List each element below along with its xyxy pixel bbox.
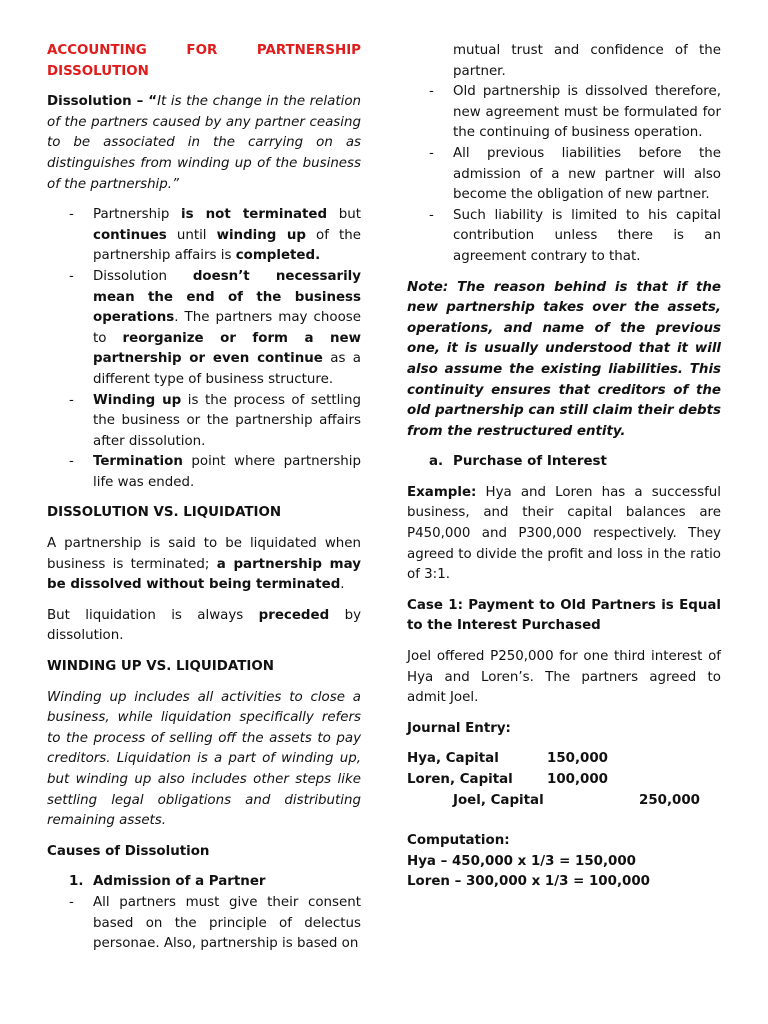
section-heading-dissolution-vs-liquidation: DISSOLUTION VS. LIQUIDATION <box>47 505 282 521</box>
computation-heading: Computation: <box>407 833 510 849</box>
computation-line: Hya – 450,000 x 1/3 = 150,000 <box>407 853 637 869</box>
journal-row: Loren, Capital 100,000 <box>407 772 608 787</box>
title-word-3: PARTNERSHIP <box>256 43 361 58</box>
section-heading-causes: Causes of Dissolution <box>47 843 210 859</box>
list-item: - All previous liabilities before the admission of a new partner will also become the obligation of new partner. <box>407 144 721 206</box>
list-item: - All partners must give their consent based on the principle of delectus personae. Also, partnership is based on <box>47 893 361 955</box>
dissolution-points-list <box>47 205 361 493</box>
liquidation-paragraph: A partnership is said to be liquidated when business is terminated; a partnership may be dissolved without being terminated. <box>47 536 361 593</box>
example-paragraph: Example: Hya and Loren has a successful business, and their capital balances are P450,000 and P300,000 respectively. They agreed to divide the profit and loss in the ratio of 3:1. <box>407 484 721 583</box>
sub-item-purchase-of-interest: a. Purchase of Interest <box>429 454 607 470</box>
list-item: - Winding up is the process of settling the business or the partnership affairs after dissolution. <box>47 391 361 453</box>
title-word-2: FOR <box>186 43 218 58</box>
cause-item-admission: 1. Admission of a Partner <box>69 874 266 890</box>
bullet1-continuation: mutual trust and confidence of the partner. <box>453 43 721 79</box>
definition-term: Dissolution – “ <box>47 94 158 110</box>
admission-bullets-start <box>47 893 361 955</box>
winding-up-paragraph: Winding up includes all activities to close a business, while liquidation specifically refers to the process of selling off the assets to pay creditors. Liquidation is a part of winding up, but winding up also includes other steps like settling legal obligations and distributing remaining assets. <box>47 689 361 829</box>
left-column <box>47 41 361 955</box>
note-paragraph: Note: The reason behind is that if the new partnership takes over the assets, operations, and name of the previous one, it is usually understood that it will also assume the existing liabilities. This continuity ensures that creditors of the old partnership can still claim their debts from the restructured entity. <box>407 279 721 439</box>
list-item: - Old partnership is dissolved therefore, new agreement must be formulated for the continuing of business operation. <box>407 82 721 144</box>
list-item: - Dissolution doesn’t necessarily mean the end of the business operations. The partners may choose to reorganize or form a new partnership or even continue as a different type of business structure. <box>47 267 361 391</box>
journal-entry-table <box>407 749 721 811</box>
document-title <box>47 41 361 82</box>
definition-text: It is the change in the relation of the partners caused by any partner ceasing to be associated in the carrying on as distinguishes from winding up of the business of the partnership.” <box>47 94 361 192</box>
journal-row: Joel, Capital 250,000 <box>453 792 700 808</box>
list-item <box>407 41 721 82</box>
journal-entry-heading: Journal Entry: <box>407 720 511 736</box>
section-heading-winding-up-vs-liquidation: WINDING UP VS. LIQUIDATION <box>47 659 274 675</box>
list-item: - Partnership is not terminated but continues until winding up of the partnership affairs is completed. <box>47 205 361 267</box>
list-item: - Termination point where partnership life was ended. <box>47 452 361 493</box>
title-line-2: DISSOLUTION <box>47 63 149 79</box>
computation-line: Loren – 300,000 x 1/3 = 100,000 <box>407 874 650 890</box>
admission-bullets-continued <box>407 41 721 268</box>
computation-block <box>407 831 721 893</box>
list-item: - Such liability is limited to his capital contribution unless there is an agreement contrary to that. <box>407 206 721 268</box>
journal-row: Hya, Capital 150,000 <box>407 751 608 767</box>
definition-paragraph <box>47 92 361 195</box>
right-column <box>407 41 721 893</box>
preceded-paragraph: But liquidation is always preceded by dissolution. <box>47 607 361 644</box>
case-1-heading: Case 1: Payment to Old Partners is Equal to the Interest Purchased <box>407 597 721 634</box>
title-word-1: ACCOUNTING <box>47 43 147 58</box>
case-1-paragraph: Joel offered P250,000 for one third interest of Hya and Loren’s. The partners agreed to admit Joel. <box>407 649 721 706</box>
